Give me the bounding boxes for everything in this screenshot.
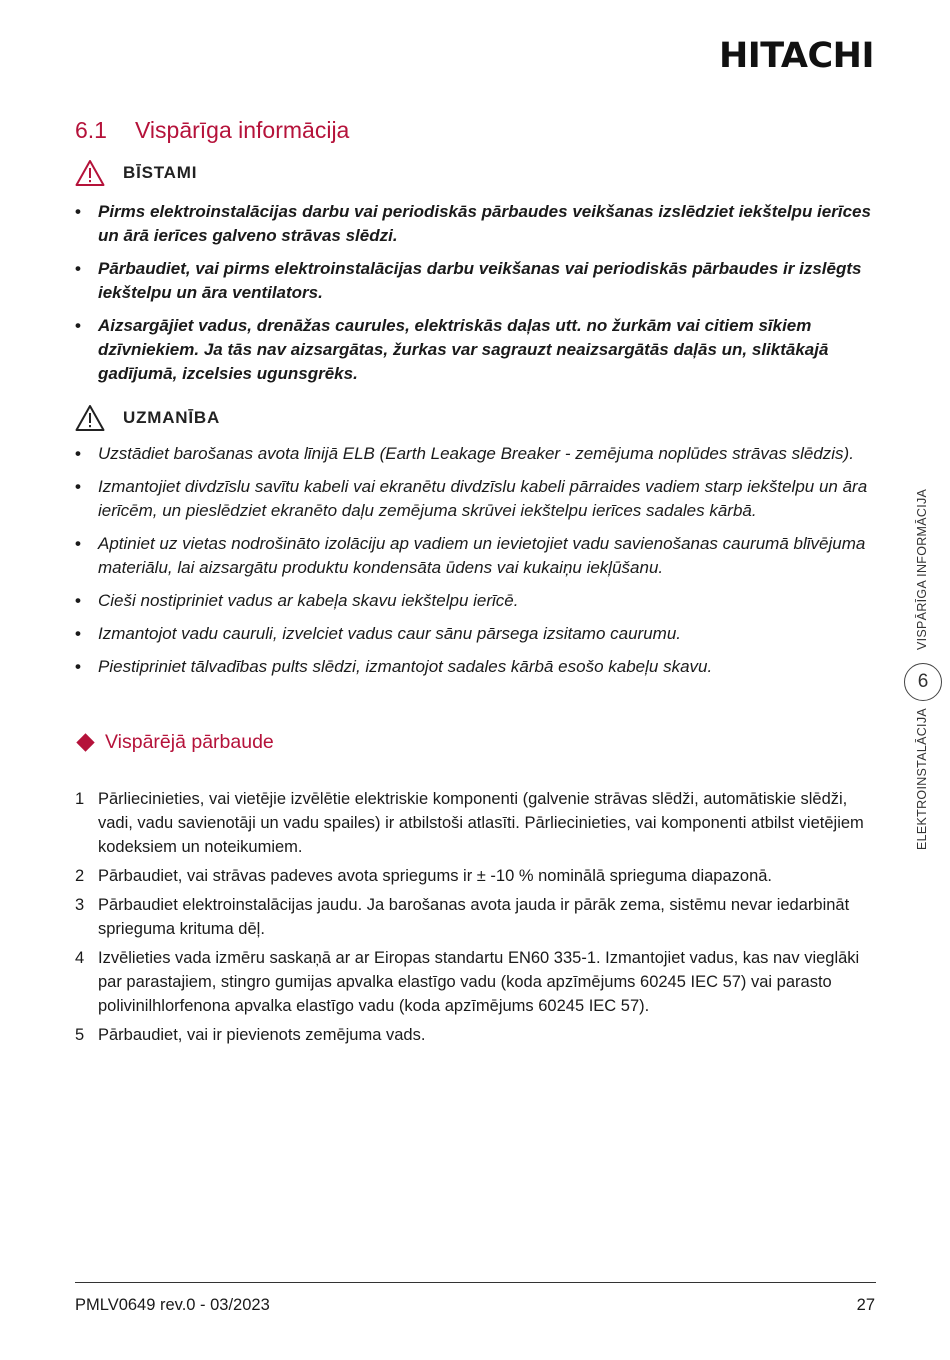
page-number: 27 (856, 1296, 875, 1314)
list-item: • Aizsargājiet vadus, drenāžas caurules, elektriskās daļas utt. no žurkām vai citiem sīkiem dzīvniekiem. Ja tās nav aizsargātas, žurkas var sagrauzt neaizsargātās daļās un, sliktākajā gadījumā, izcelsies ugunsgrēks. (75, 314, 875, 386)
list-item: • Cieši nostipriniet vadus ar kabeļa skavu iekštelpu ierīcē. (75, 589, 875, 613)
diamond-icon (76, 733, 94, 751)
section-heading (75, 117, 349, 144)
brand-logo: HITACHI (718, 36, 874, 76)
danger-heading (75, 159, 197, 187)
danger-list (75, 200, 875, 395)
list-item (75, 1023, 875, 1047)
caution-heading (75, 404, 220, 432)
footer-divider (75, 1282, 876, 1283)
section-number: 6.1 (75, 117, 107, 143)
item-text: Izvēlieties vada izmēru saskaņā ar ar Eiropas standartu EN60 335-1. Izmantojiet vadus, kas nav vieglāki par parastajiem, stingro gumijas apvalka elastīgo vadu (koda apzīmējums 60245 IEC 57) vai parasto polivinilhlorfenona apvalka elastīgo vadu (koda apzīmējums 60245 IEC 57). (98, 949, 860, 1015)
list-item (75, 893, 875, 941)
item-number: 4 (75, 949, 85, 967)
list-item (75, 787, 875, 859)
list-item: • Piestipriniet tālvadības pults slēdzi, izmantojot sadales kārbā esošo kabeļu skavu. (75, 655, 875, 679)
list-item: • Pirms elektroinstalācijas darbu vai periodiskās pārbaudes veikšanas izslēdziet iekštelpu ierīces un ārā ierīces galveno strāvas slēdzi. (75, 200, 875, 248)
item-text: Pārliecinieties, vai vietējie izvēlētie elektriskie komponenti (galvenie strāvas slēdži, automātiskie slēdži, vadi, vadu savienotāji un vadu spailes) ir atbilstoši atlasīti. Pārliecinieties, vai komponenti atbilst vietējiem kodeksiem un noteikumiem. (98, 790, 864, 856)
list-item: • Izmantojot vadu cauruli, izvelciet vadus caur sānu pārsega izsitamo caurumu. (75, 622, 875, 646)
chapter-number-badge: 6 (904, 663, 942, 701)
subsection-title: Vispārējā pārbaude (105, 731, 274, 753)
list-item (75, 864, 875, 888)
side-chapter-label: ELEKTROINSTALĀCIJA (915, 707, 929, 850)
item-text: Pārbaudiet elektroinstalācijas jaudu. Ja barošanas avota jauda ir pārāk zema, sistēmu nevar iedarbināt sprieguma krituma dēļ. (98, 896, 850, 938)
item-text: Pārbaudiet, vai strāvas padeves avota spriegums ir ± -10 % nominālā sprieguma diapazonā. (98, 867, 773, 885)
caution-list (75, 442, 875, 688)
item-number: 2 (75, 867, 85, 885)
section-title: Vispārīga informācija (135, 117, 350, 143)
chapter-side-tab (900, 480, 950, 860)
footer-doc-id: PMLV0649 rev.0 - 03/2023 (75, 1296, 270, 1314)
list-item: • Uzstādiet barošanas avota līnijā ELB (Earth Leakage Breaker - zemējuma noplūdes strāvas slēdzis). (75, 442, 875, 466)
list-item: • Izmantojiet divdzīslu savītu kabeli vai ekranētu divdzīslu kabeli pārraides vadiem starp iekštelpu un āra ierīcēm, un pieslēdziet ekranēto daļu zemējuma skrūvei iekštelpu ierīces sadales kārbā. (75, 475, 875, 523)
item-number: 1 (75, 790, 85, 808)
item-number: 3 (75, 896, 85, 914)
subsection-heading (75, 731, 274, 754)
list-item: • Pārbaudiet, vai pirms elektroinstalācijas darbu veikšanas vai periodiskās pārbaudes ir izslēgts iekštelpu un āra ventilators. (75, 257, 875, 305)
caution-label: UZMANĪBA (123, 408, 221, 427)
item-text: Pārbaudiet, vai ir pievienots zemējuma vads. (98, 1026, 426, 1044)
warning-triangle-icon (75, 159, 105, 187)
inspection-list (75, 787, 875, 1052)
danger-label: BĪSTAMI (123, 163, 198, 182)
warning-triangle-icon (75, 404, 105, 432)
list-item: • Aptiniet uz vietas nodrošināto izolāciju ap vadiem un ievietojiet vadu savienošanas caurumā blīvējuma materiālu, lai aizsargātu produktu kondensāta ūdens vai kukaiņu iekļūšanu. (75, 532, 875, 580)
side-section-label: VISPĀRĪGA INFORMĀCIJA (915, 488, 929, 650)
item-number: 5 (75, 1026, 85, 1044)
list-item (75, 946, 875, 1018)
